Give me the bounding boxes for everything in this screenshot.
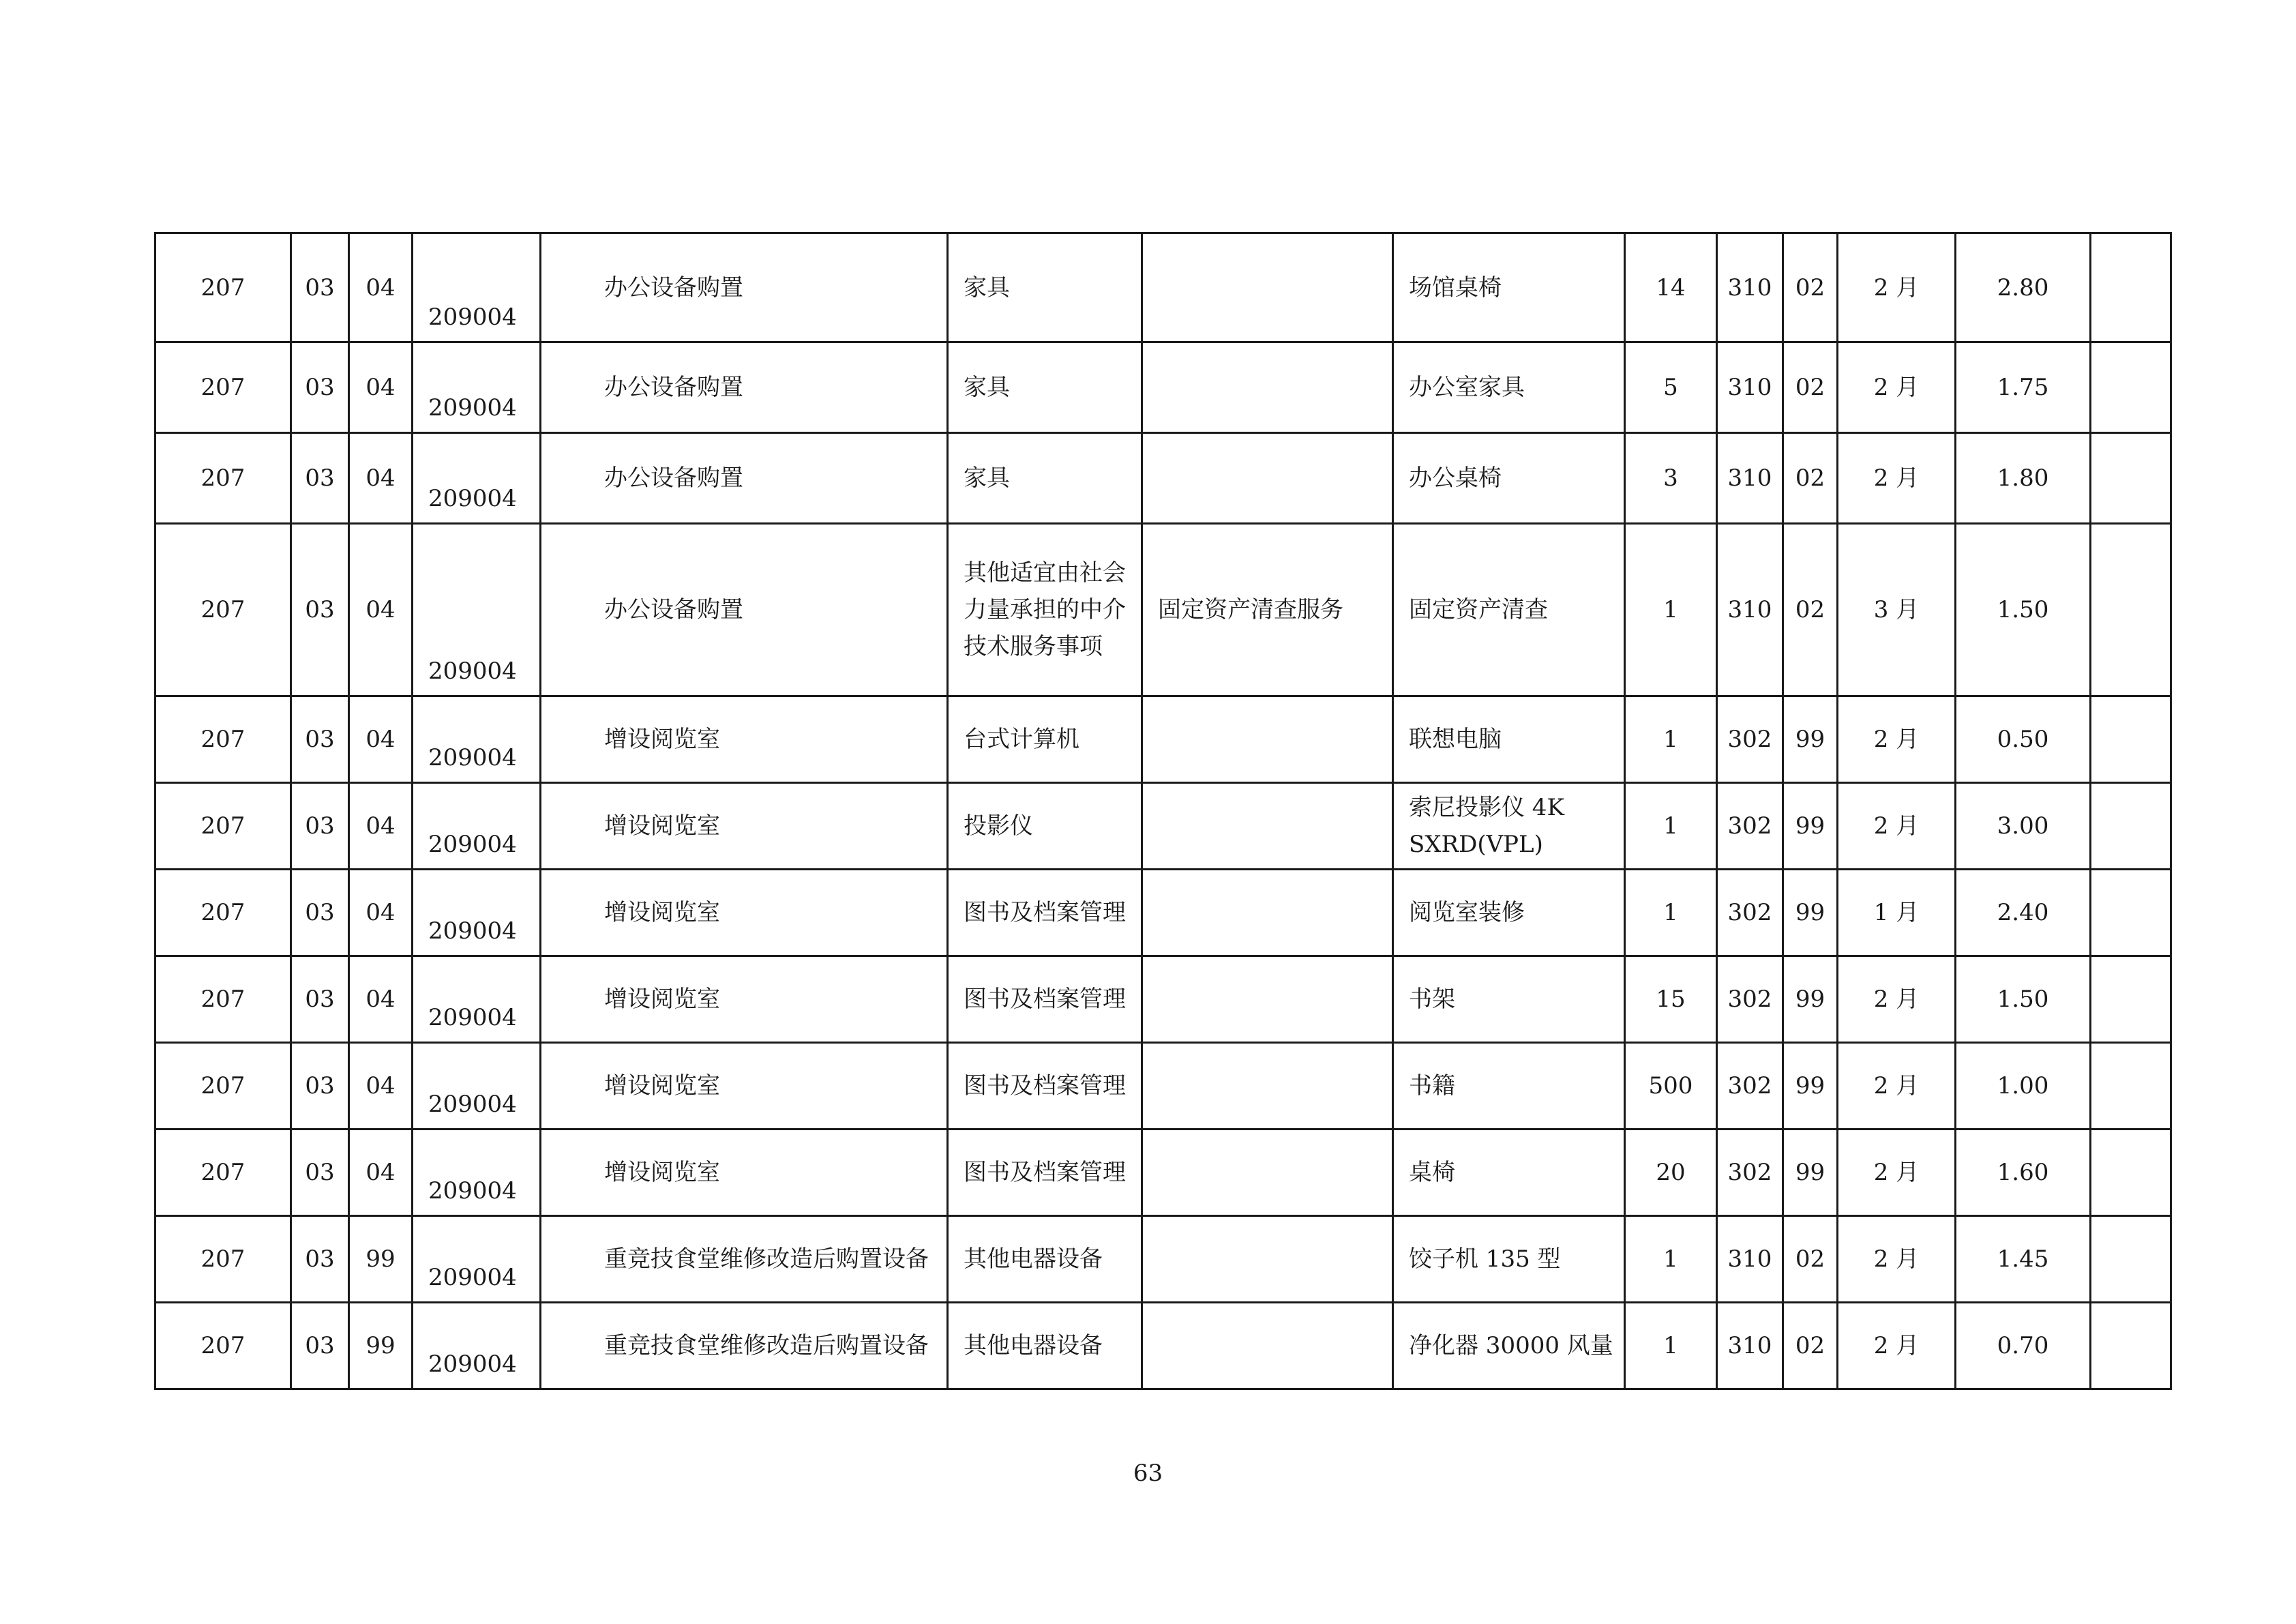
econ-item-cell: 02 [1783,1303,1838,1389]
amount-cell: 2.40 [1956,870,2091,956]
unit-code-cell: 209004 [413,1303,541,1389]
quantity-cell: 20 [1625,1130,1717,1216]
econ-item-cell: 99 [1783,956,1838,1043]
project-name-cell [541,524,948,696]
procurement-category-cell: 图书及档案管理 [948,870,1142,956]
table-row [155,524,2171,696]
item-name-cell: 书架 [1393,956,1625,1043]
func-class-cell: 207 [155,433,291,524]
func-section-cell: 03 [291,783,349,870]
item-name-cell: 阅览室装修 [1393,870,1625,956]
amount-cell: 1.60 [1956,1130,2091,1216]
func-class-cell: 207 [155,342,291,433]
procurement-category-cell: 其他适宜由社会力量承担的中介技术服务事项 [948,524,1142,696]
project-name-cell [541,870,948,956]
service-type-cell [1142,1216,1393,1303]
unit-code-cell: 209004 [413,870,541,956]
econ-item-cell: 02 [1783,342,1838,433]
econ-class-cell: 310 [1717,524,1783,696]
amount-cell: 1.00 [1956,1043,2091,1130]
func-item-cell: 04 [349,524,413,696]
procurement-category-cell: 家具 [948,342,1142,433]
project-name-cell [541,233,948,342]
func-class-cell: 207 [155,956,291,1043]
econ-item-cell: 99 [1783,783,1838,870]
procurement-category-cell: 家具 [948,233,1142,342]
amount-cell: 1.80 [1956,433,2091,524]
econ-class-cell: 310 [1717,342,1783,433]
note-cell [2091,783,2171,870]
project-name-cell [541,956,948,1043]
func-class-cell: 207 [155,783,291,870]
procurement-category-cell: 图书及档案管理 [948,1130,1142,1216]
func-section-cell: 03 [291,433,349,524]
table-row [155,1043,2171,1130]
project-name-text: 增设阅览室 [604,726,720,753]
project-name-text: 增设阅览室 [604,899,720,926]
quantity-cell: 1 [1625,1303,1717,1389]
func-class-cell: 207 [155,1043,291,1130]
item-name-cell: 桌椅 [1393,1130,1625,1216]
econ-class-cell: 310 [1717,1216,1783,1303]
econ-item-cell: 99 [1783,1130,1838,1216]
note-cell [2091,233,2171,342]
project-name-text: 办公设备购置 [604,596,743,623]
procurement-table [154,232,2172,1390]
table-body [155,233,2171,1389]
procurement-category-cell: 家具 [948,433,1142,524]
project-name-text: 重竞技食堂维修改造后购置设备 [604,1332,929,1359]
quantity-cell: 5 [1625,342,1717,433]
purchase-month-cell: 2 月 [1838,433,1956,524]
amount-cell: 1.50 [1956,524,2091,696]
item-name-cell: 饺子机 135 型 [1393,1216,1625,1303]
quantity-cell: 1 [1625,783,1717,870]
econ-class-cell: 310 [1717,1303,1783,1389]
func-section-cell: 03 [291,524,349,696]
service-type-cell [1142,433,1393,524]
item-name-cell: 场馆桌椅 [1393,233,1625,342]
func-class-cell: 207 [155,1303,291,1389]
unit-code-cell: 209004 [413,783,541,870]
item-name-cell: 联想电脑 [1393,696,1625,783]
func-item-cell: 04 [349,233,413,342]
project-name-text: 重竞技食堂维修改造后购置设备 [604,1245,929,1273]
econ-item-cell: 02 [1783,233,1838,342]
service-type-cell: 固定资产清查服务 [1142,524,1393,696]
func-item-cell: 04 [349,1043,413,1130]
table-row [155,433,2171,524]
note-cell [2091,956,2171,1043]
project-name-text: 增设阅览室 [604,1159,720,1186]
procurement-category-cell: 台式计算机 [948,696,1142,783]
note-cell [2091,1043,2171,1130]
project-name-text: 办公设备购置 [604,374,743,401]
note-cell [2091,1130,2171,1216]
project-name-text: 办公设备购置 [604,464,743,492]
func-item-cell: 99 [349,1303,413,1389]
project-name-text: 办公设备购置 [604,274,743,301]
project-name-text: 增设阅览室 [604,812,720,840]
unit-code-cell: 209004 [413,342,541,433]
amount-cell: 2.80 [1956,233,2091,342]
amount-cell: 1.45 [1956,1216,2091,1303]
table-row [155,1130,2171,1216]
note-cell [2091,696,2171,783]
amount-cell: 1.75 [1956,342,2091,433]
service-type-cell [1142,233,1393,342]
func-item-cell: 04 [349,783,413,870]
item-name-cell: 固定资产清查 [1393,524,1625,696]
project-name-cell [541,696,948,783]
func-item-cell: 04 [349,342,413,433]
quantity-cell: 15 [1625,956,1717,1043]
service-type-cell [1142,1043,1393,1130]
table-row [155,342,2171,433]
project-name-cell [541,1303,948,1389]
purchase-month-cell: 2 月 [1838,696,1956,783]
unit-code-cell: 209004 [413,1043,541,1130]
table-row [155,783,2171,870]
purchase-month-cell: 3 月 [1838,524,1956,696]
table-row [155,1216,2171,1303]
service-type-cell [1142,870,1393,956]
unit-code-cell: 209004 [413,696,541,783]
item-name-cell: 索尼投影仪 4K SXRD(VPL) [1393,783,1625,870]
purchase-month-cell: 2 月 [1838,233,1956,342]
quantity-cell: 3 [1625,433,1717,524]
purchase-month-cell: 2 月 [1838,783,1956,870]
econ-class-cell: 302 [1717,696,1783,783]
unit-code-cell: 209004 [413,233,541,342]
note-cell [2091,870,2171,956]
func-section-cell: 03 [291,233,349,342]
econ-class-cell: 302 [1717,1130,1783,1216]
service-type-cell [1142,783,1393,870]
func-section-cell: 03 [291,956,349,1043]
project-name-cell [541,342,948,433]
amount-cell: 0.70 [1956,1303,2091,1389]
func-item-cell: 04 [349,870,413,956]
note-cell [2091,524,2171,696]
quantity-cell: 1 [1625,696,1717,783]
func-section-cell: 03 [291,1216,349,1303]
item-name-cell: 净化器 30000 风量 [1393,1303,1625,1389]
service-type-cell [1142,956,1393,1043]
note-cell [2091,1216,2171,1303]
service-type-cell [1142,696,1393,783]
purchase-month-cell: 2 月 [1838,1043,1956,1130]
econ-item-cell: 99 [1783,696,1838,783]
func-section-cell: 03 [291,1130,349,1216]
econ-item-cell: 99 [1783,1043,1838,1130]
table-row [155,870,2171,956]
unit-code-cell: 209004 [413,1130,541,1216]
procurement-category-cell: 其他电器设备 [948,1303,1142,1389]
amount-cell: 1.50 [1956,956,2091,1043]
unit-code-cell: 209004 [413,956,541,1043]
func-item-cell: 04 [349,1130,413,1216]
service-type-cell [1142,1303,1393,1389]
note-cell [2091,342,2171,433]
func-class-cell: 207 [155,870,291,956]
econ-item-cell: 99 [1783,870,1838,956]
quantity-cell: 1 [1625,1216,1717,1303]
quantity-cell: 14 [1625,233,1717,342]
func-item-cell: 04 [349,696,413,783]
page-number: 63 [1133,1460,1163,1487]
func-class-cell: 207 [155,1216,291,1303]
amount-cell: 3.00 [1956,783,2091,870]
project-name-cell [541,1130,948,1216]
table-row [155,956,2171,1043]
purchase-month-cell: 2 月 [1838,956,1956,1043]
purchase-month-cell: 2 月 [1838,1130,1956,1216]
func-item-cell: 99 [349,1216,413,1303]
table-row [155,1303,2171,1389]
unit-code-cell: 209004 [413,524,541,696]
item-name-cell: 书籍 [1393,1043,1625,1130]
amount-cell: 0.50 [1956,696,2091,783]
quantity-cell: 500 [1625,1043,1717,1130]
func-section-cell: 03 [291,342,349,433]
func-item-cell: 04 [349,956,413,1043]
func-section-cell: 03 [291,1303,349,1389]
service-type-cell [1142,342,1393,433]
purchase-month-cell: 2 月 [1838,1303,1956,1389]
project-name-cell [541,433,948,524]
procurement-category-cell: 投影仪 [948,783,1142,870]
project-name-cell [541,783,948,870]
project-name-text: 增设阅览室 [604,986,720,1013]
quantity-cell: 1 [1625,524,1717,696]
econ-class-cell: 310 [1717,433,1783,524]
unit-code-cell: 209004 [413,1216,541,1303]
procurement-category-cell: 图书及档案管理 [948,956,1142,1043]
func-item-cell: 04 [349,433,413,524]
econ-class-cell: 302 [1717,783,1783,870]
func-class-cell: 207 [155,524,291,696]
service-type-cell [1142,1130,1393,1216]
func-class-cell: 207 [155,696,291,783]
econ-class-cell: 310 [1717,233,1783,342]
func-class-cell: 207 [155,1130,291,1216]
item-name-cell: 办公桌椅 [1393,433,1625,524]
purchase-month-cell: 1 月 [1838,870,1956,956]
note-cell [2091,1303,2171,1389]
econ-class-cell: 302 [1717,870,1783,956]
econ-class-cell: 302 [1717,956,1783,1043]
purchase-month-cell: 2 月 [1838,1216,1956,1303]
quantity-cell: 1 [1625,870,1717,956]
procurement-category-cell: 其他电器设备 [948,1216,1142,1303]
func-section-cell: 03 [291,870,349,956]
func-section-cell: 03 [291,696,349,783]
econ-class-cell: 302 [1717,1043,1783,1130]
func-class-cell: 207 [155,233,291,342]
econ-item-cell: 02 [1783,433,1838,524]
project-name-text: 增设阅览室 [604,1072,720,1099]
unit-code-cell: 209004 [413,433,541,524]
econ-item-cell: 02 [1783,524,1838,696]
table-row [155,696,2171,783]
econ-item-cell: 02 [1783,1216,1838,1303]
project-name-cell [541,1043,948,1130]
project-name-cell [541,1216,948,1303]
func-section-cell: 03 [291,1043,349,1130]
table-row [155,233,2171,342]
purchase-month-cell: 2 月 [1838,342,1956,433]
note-cell [2091,433,2171,524]
procurement-category-cell: 图书及档案管理 [948,1043,1142,1130]
item-name-cell: 办公室家具 [1393,342,1625,433]
